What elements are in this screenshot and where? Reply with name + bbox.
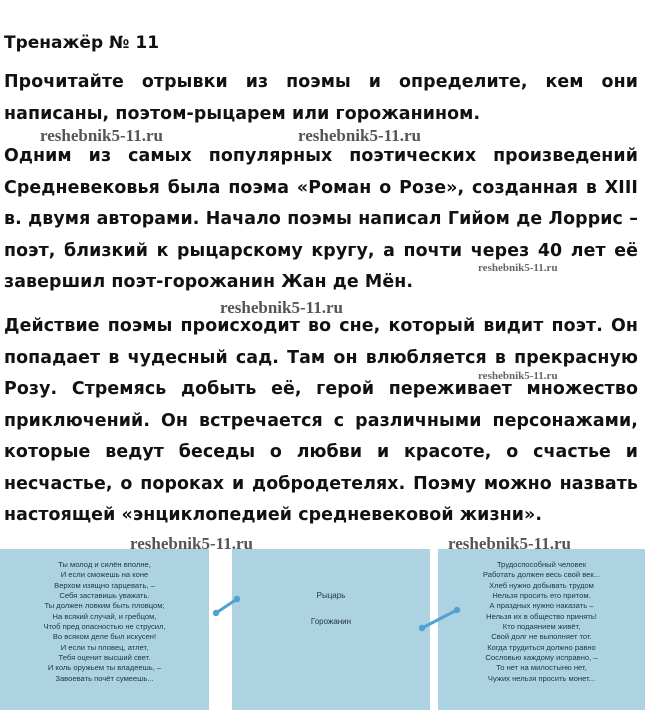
- page-title: Тренажёр № 11: [4, 33, 160, 53]
- watermark: reshebnik5-11.ru: [298, 126, 421, 145]
- poem-line: Свой долг не выполняет тот.: [491, 632, 592, 642]
- poem-line: Работать должен весь свой век...: [482, 570, 601, 580]
- poem-line: Чтоб пред опасностью не струсил,: [43, 622, 166, 632]
- poem-line: Нельзя их в общество принять!: [486, 611, 597, 621]
- poem-line: Верхом изящно гарцевать, –: [54, 580, 155, 590]
- poem-line: Нельзя просить его притом.: [492, 591, 591, 601]
- watermark: reshebnik5-11.ru: [40, 126, 163, 145]
- poem-card-knight[interactable]: [0, 549, 209, 710]
- poem-line: Ты молод и силён вполне,: [58, 560, 151, 569]
- poem-card-citizen[interactable]: [438, 549, 645, 710]
- poem-line: Себя заставишь уважать.: [59, 591, 150, 601]
- poem-line: А праздных нужно наказать –: [489, 601, 594, 611]
- poem-line: И если сможешь на коне: [60, 570, 149, 580]
- watermark: reshebnik5-11.ru: [478, 262, 558, 274]
- watermark: reshebnik5-11.ru: [220, 298, 343, 317]
- poem-line: Трудоспособный человек: [496, 560, 587, 569]
- poem-line: На всякий случай, и гребцом,: [52, 611, 157, 621]
- paragraph-history: Одним из самых популярных поэтических произведений Средневековья была поэма «Роман о Розе», созданная в XIII в. двумя авторами. Начало поэмы написал Гийом де Лоррис – поэт, близкий к рыцарскому кругу, а почти через 40 лет её завершил поэт-горожанин Жан де Мён.: [4, 146, 638, 292]
- poem-line: Кто подаянием живёт,: [502, 622, 581, 632]
- poem-line: Сословью каждому исправно, –: [485, 653, 598, 663]
- connector-line-left: [212, 593, 242, 619]
- watermark: reshebnik5-11.ru: [448, 534, 571, 553]
- poem-line: И если ты пловец, атлет,: [60, 642, 149, 652]
- poem-line: Во всяком деле был искусен!: [52, 632, 157, 642]
- poem-line: Тебя оценит высший свет.: [58, 653, 151, 663]
- task-instruction: Прочитайте отрывки из поэмы и определите, кем они написаны, поэтом-рыцарем или горожанином.: [4, 72, 638, 124]
- poem-line: И коль оружьем ты владеешь, –: [47, 663, 162, 673]
- poem-line: Когда трудиться должно равно: [487, 642, 596, 652]
- watermark: reshebnik5-11.ru: [478, 370, 558, 382]
- poem-line: То нет на милостыню нет,: [496, 663, 587, 673]
- paragraph-plot: Действие поэмы происходит во сне, который видит поэт. Он попадает в чудесный сад. Там он влюбляется в прекрасную Розу. Стремясь добыть её, герой переживает множество приключений. Он встречается с различными персонажами, которые ведут беседы о любви и красоте, о счастье и несчастье, о пороках и добродетелях. Поэму можно назвать настоящей «энциклопедией средневековой жизни».: [4, 316, 638, 525]
- poem-line: Хлеб нужно добывать трудом: [489, 580, 594, 590]
- poem-line: Завоевать почёт сумеешь...: [55, 673, 154, 683]
- choice-knight[interactable]: Рыцарь: [316, 591, 346, 600]
- connector-line-right: [417, 605, 463, 633]
- choices-card: [232, 549, 430, 710]
- poem-line: Ты должен ловким быть пловцом;: [44, 601, 165, 611]
- watermark: reshebnik5-11.ru: [130, 534, 253, 553]
- poem-line: Чужих нельзя просить монет...: [487, 673, 596, 683]
- choice-citizen[interactable]: Горожанин: [310, 617, 352, 626]
